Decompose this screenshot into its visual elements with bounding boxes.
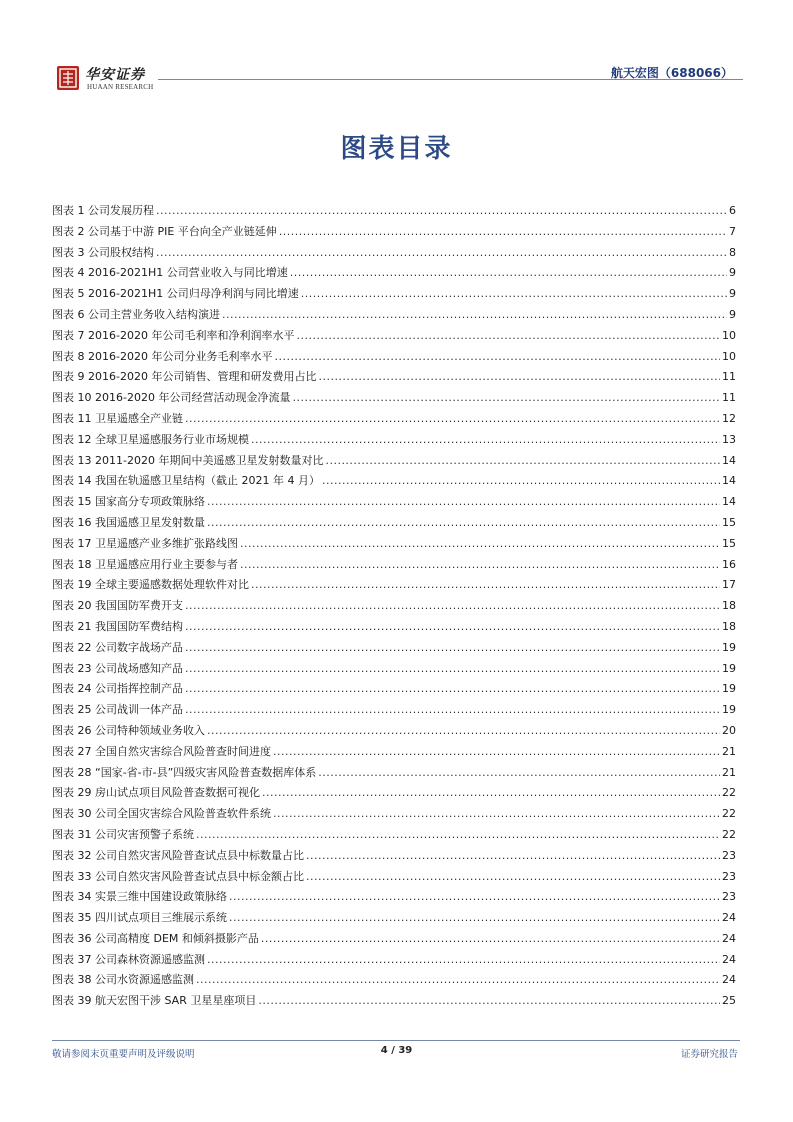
toc-entry-page: 19 xyxy=(722,682,736,696)
toc-leader-dots xyxy=(318,763,720,784)
toc-entry-page: 15 xyxy=(722,536,736,550)
toc-entry[interactable] xyxy=(52,492,736,513)
toc-entry-page: 12 xyxy=(722,411,736,425)
toc-entry-label: 图表 23 公司战场感知产品 xyxy=(52,661,183,675)
toc-entry[interactable] xyxy=(52,243,736,264)
toc-entry[interactable] xyxy=(52,534,736,555)
toc-entry-page: 6 xyxy=(729,204,736,217)
toc-entry[interactable] xyxy=(52,659,736,680)
toc-leader-dots xyxy=(207,721,720,742)
company-ticker: 航天宏图（688066） xyxy=(610,66,733,80)
toc-entry-label: 图表 2 公司基于中游 PIE 平台向全产业链延伸 xyxy=(52,224,277,238)
toc-entry-label: 图表 24 公司指挥控制产品 xyxy=(52,682,183,696)
toc-entry-page: 10 xyxy=(722,349,736,363)
table-of-figures xyxy=(52,201,736,1012)
toc-leader-dots xyxy=(251,430,720,451)
toc-leader-dots xyxy=(301,284,727,305)
toc-leader-dots xyxy=(222,305,727,326)
toc-entry-page: 19 xyxy=(722,640,736,654)
toc-leader-dots xyxy=(296,326,720,347)
page-number: 4 / 39 xyxy=(380,1045,413,1056)
logo-english-text: HUAAN RESEARCH xyxy=(87,83,154,91)
toc-entry-page: 19 xyxy=(722,703,736,717)
toc-entry[interactable] xyxy=(52,263,736,284)
toc-entry[interactable] xyxy=(52,284,736,305)
toc-leader-dots xyxy=(325,451,720,472)
toc-entry[interactable] xyxy=(52,742,736,763)
toc-entry[interactable] xyxy=(52,846,736,867)
toc-entry-label: 图表 5 2016-2021H1 公司归母净利润与同比增速 xyxy=(52,287,299,301)
toc-leader-dots xyxy=(207,513,720,534)
toc-entry-page: 11 xyxy=(722,391,736,405)
toc-entry-page: 19 xyxy=(722,661,736,675)
toc-entry-page: 22 xyxy=(722,786,736,800)
toc-leader-dots xyxy=(240,555,720,576)
toc-entry-page: 9 xyxy=(729,307,736,321)
toc-entry-page: 22 xyxy=(722,827,736,841)
toc-entry-label: 图表 13 2011-2020 年期间中美遥感卫星发射数量对比 xyxy=(52,453,324,467)
toc-entry-page: 24 xyxy=(722,931,736,945)
toc-entry-page: 14 xyxy=(722,474,736,488)
toc-entry[interactable] xyxy=(52,575,736,596)
toc-entry-page: 20 xyxy=(722,723,736,737)
toc-entry-label: 图表 6 公司主营业务收入结构演进 xyxy=(52,307,220,321)
toc-leader-dots xyxy=(185,659,720,680)
toc-entry-label: 图表 20 我国国防军费开支 xyxy=(52,599,183,613)
toc-entry-page: 16 xyxy=(722,557,736,571)
toc-entry-page: 18 xyxy=(722,619,736,633)
toc-entry[interactable] xyxy=(52,305,736,326)
toc-entry-page: 21 xyxy=(722,744,736,758)
toc-entry-label: 图表 17 卫星遥感产业多维扩张路线图 xyxy=(52,536,238,550)
toc-entry[interactable] xyxy=(52,970,736,991)
toc-entry[interactable] xyxy=(52,825,736,846)
toc-entry-page: 22 xyxy=(722,807,736,821)
toc-entry-label: 图表 33 公司自然灾害风险普查试点县中标金额占比 xyxy=(52,869,304,883)
toc-entry-page: 11 xyxy=(722,370,736,384)
toc-entry-label: 图表 39 航天宏图干涉 SAR 卫星星座项目 xyxy=(52,994,257,1008)
toc-leader-dots xyxy=(306,867,720,888)
toc-entry-page: 10 xyxy=(722,328,736,342)
footer-divider xyxy=(52,1040,740,1041)
toc-entry-page: 23 xyxy=(722,848,736,862)
toc-entry-label: 图表 21 我国国防军费结构 xyxy=(52,619,183,633)
toc-entry-label: 图表 31 公司灾害预警子系统 xyxy=(52,827,194,841)
toc-entry[interactable] xyxy=(52,409,736,430)
footer-report-type: 证券研究报告 xyxy=(680,1049,738,1060)
page-header xyxy=(52,64,743,100)
toc-entry-page: 7 xyxy=(729,224,736,238)
toc-entry-page: 25 xyxy=(722,994,736,1008)
toc-leader-dots xyxy=(279,222,727,243)
toc-entry-page: 23 xyxy=(722,890,736,904)
toc-leader-dots xyxy=(290,263,727,284)
toc-entry-page: 23 xyxy=(722,869,736,883)
toc-entry[interactable] xyxy=(52,908,736,929)
toc-entry[interactable] xyxy=(52,804,736,825)
toc-entry-label: 图表 16 我国遥感卫星发射数量 xyxy=(52,515,205,529)
toc-entry-page: 15 xyxy=(722,515,736,529)
toc-entry-label: 图表 26 公司特种领域业务收入 xyxy=(52,723,205,737)
toc-entry-label: 图表 9 2016-2020 年公司销售、管理和研发费用占比 xyxy=(52,370,317,384)
toc-entry[interactable] xyxy=(52,763,736,784)
toc-leader-dots xyxy=(185,596,720,617)
toc-entry-label: 图表 4 2016-2021H1 公司营业收入与同比增速 xyxy=(52,266,288,280)
toc-leader-dots xyxy=(229,908,720,929)
toc-entry[interactable] xyxy=(52,700,736,721)
toc-entry-page: 14 xyxy=(722,495,736,509)
logo-chinese-text: 华安证券 xyxy=(85,67,145,83)
toc-entry-label: 图表 22 公司数字战场产品 xyxy=(52,640,183,654)
toc-leader-dots xyxy=(185,700,720,721)
toc-leader-dots xyxy=(229,887,720,908)
toc-entry-label: 图表 37 公司森林资源遥感监测 xyxy=(52,952,205,966)
toc-entry-page: 9 xyxy=(729,266,736,280)
toc-entry[interactable] xyxy=(52,471,736,492)
toc-entry[interactable] xyxy=(52,596,736,617)
toc-leader-dots xyxy=(156,201,727,222)
toc-entry-page: 8 xyxy=(729,245,736,259)
toc-entry-label: 图表 29 房山试点项目风险普查数据可视化 xyxy=(52,786,260,800)
toc-leader-dots xyxy=(207,950,720,971)
toc-entry-label: 图表 11 卫星遥感全产业链 xyxy=(52,411,183,425)
toc-entry-label: 图表 30 公司全国灾害综合风险普查软件系统 xyxy=(52,807,271,821)
toc-entry[interactable] xyxy=(52,929,736,950)
toc-leader-dots xyxy=(273,742,720,763)
toc-entry-label: 图表 27 全国自然灾害综合风险普查时间进度 xyxy=(52,744,271,758)
toc-entry-page: 9 xyxy=(729,287,736,301)
footer-disclaimer: 敬请参阅末页重要声明及评级说明 xyxy=(52,1049,195,1060)
toc-entry-page: 13 xyxy=(722,432,736,446)
toc-entry[interactable] xyxy=(52,513,736,534)
toc-entry-page: 18 xyxy=(722,599,736,613)
toc-entry[interactable] xyxy=(52,721,736,742)
toc-leader-dots xyxy=(262,783,720,804)
toc-entry[interactable] xyxy=(52,430,736,451)
toc-entry-page: 21 xyxy=(722,765,736,779)
toc-leader-dots xyxy=(318,367,720,388)
toc-entry-label: 图表 35 四川试点项目三维展示系统 xyxy=(52,911,227,925)
toc-entry-label: 图表 36 公司高精度 DEM 和倾斜摄影产品 xyxy=(52,931,259,945)
toc-entry[interactable] xyxy=(52,451,736,472)
toc-entry[interactable] xyxy=(52,326,736,347)
toc-entry-label: 图表 34 实景三维中国建设政策脉络 xyxy=(52,890,227,904)
toc-entry[interactable] xyxy=(52,367,736,388)
toc-entry-label: 图表 28 “国家-省-市-县”四级灾害风险普查数据库体系 xyxy=(52,765,317,779)
toc-entry[interactable] xyxy=(52,679,736,700)
toc-entry[interactable] xyxy=(52,555,736,576)
toc-leader-dots xyxy=(292,388,720,409)
toc-leader-dots xyxy=(196,970,720,991)
toc-entry-label: 图表 38 公司水资源遥感监测 xyxy=(52,973,194,987)
toc-leader-dots xyxy=(185,638,720,659)
toc-leader-dots xyxy=(251,575,720,596)
toc-leader-dots xyxy=(185,409,720,430)
toc-leader-dots xyxy=(274,347,720,368)
toc-leader-dots xyxy=(261,929,720,950)
toc-entry[interactable] xyxy=(52,347,736,368)
toc-entry[interactable] xyxy=(52,991,736,1012)
toc-leader-dots xyxy=(185,679,720,700)
toc-entry[interactable] xyxy=(52,617,736,638)
toc-entry[interactable] xyxy=(52,222,736,243)
toc-leader-dots xyxy=(273,804,720,825)
toc-leader-dots xyxy=(322,471,720,492)
toc-leader-dots xyxy=(185,617,720,638)
toc-leader-dots xyxy=(240,534,720,555)
toc-leader-dots xyxy=(156,243,727,264)
toc-entry-page: 14 xyxy=(722,453,736,467)
toc-entry-label: 图表 15 国家高分专项政策脉络 xyxy=(52,495,205,509)
toc-entry-label: 图表 8 2016-2020 年公司分业务毛利率水平 xyxy=(52,349,273,363)
toc-leader-dots xyxy=(196,825,720,846)
toc-leader-dots xyxy=(258,991,720,1012)
toc-entry[interactable] xyxy=(52,201,736,222)
toc-entry[interactable] xyxy=(52,887,736,908)
toc-entry-page: 24 xyxy=(722,973,736,987)
toc-entry-label: 图表 14 我国在轨遥感卫星结构（截止 2021 年 4 月） xyxy=(52,474,320,488)
toc-entry[interactable] xyxy=(52,388,736,409)
toc-entry-label: 图表 25 公司战训一体产品 xyxy=(52,703,183,717)
toc-entry-label: 图表 1 公司发展历程 xyxy=(52,204,154,217)
toc-entry-label: 图表 3 公司股权结构 xyxy=(52,245,154,259)
toc-entry-page: 24 xyxy=(722,952,736,966)
toc-entry[interactable] xyxy=(52,950,736,971)
toc-entry-page: 17 xyxy=(722,578,736,592)
toc-entry-label: 图表 32 公司自然灾害风险普查试点县中标数量占比 xyxy=(52,848,304,862)
toc-entry-label: 图表 7 2016-2020 年公司毛利率和净利润率水平 xyxy=(52,328,295,342)
toc-leader-dots xyxy=(306,846,720,867)
toc-leader-dots xyxy=(207,492,720,513)
toc-entry-label: 图表 18 卫星遥感应用行业主要参与者 xyxy=(52,557,238,571)
toc-entry-label: 图表 12 全球卫星遥感服务行业市场规模 xyxy=(52,432,249,446)
toc-entry-label: 图表 10 2016-2020 年公司经营活动现金净流量 xyxy=(52,391,291,405)
toc-entry-page: 24 xyxy=(722,911,736,925)
toc-entry-label: 图表 19 全球主要遥感数据处理软件对比 xyxy=(52,578,249,592)
toc-entry[interactable] xyxy=(52,783,736,804)
toc-entry[interactable] xyxy=(52,638,736,659)
toc-entry[interactable] xyxy=(52,867,736,888)
huaan-logo-icon xyxy=(57,66,79,90)
page-title: 图表目录 xyxy=(340,134,453,164)
